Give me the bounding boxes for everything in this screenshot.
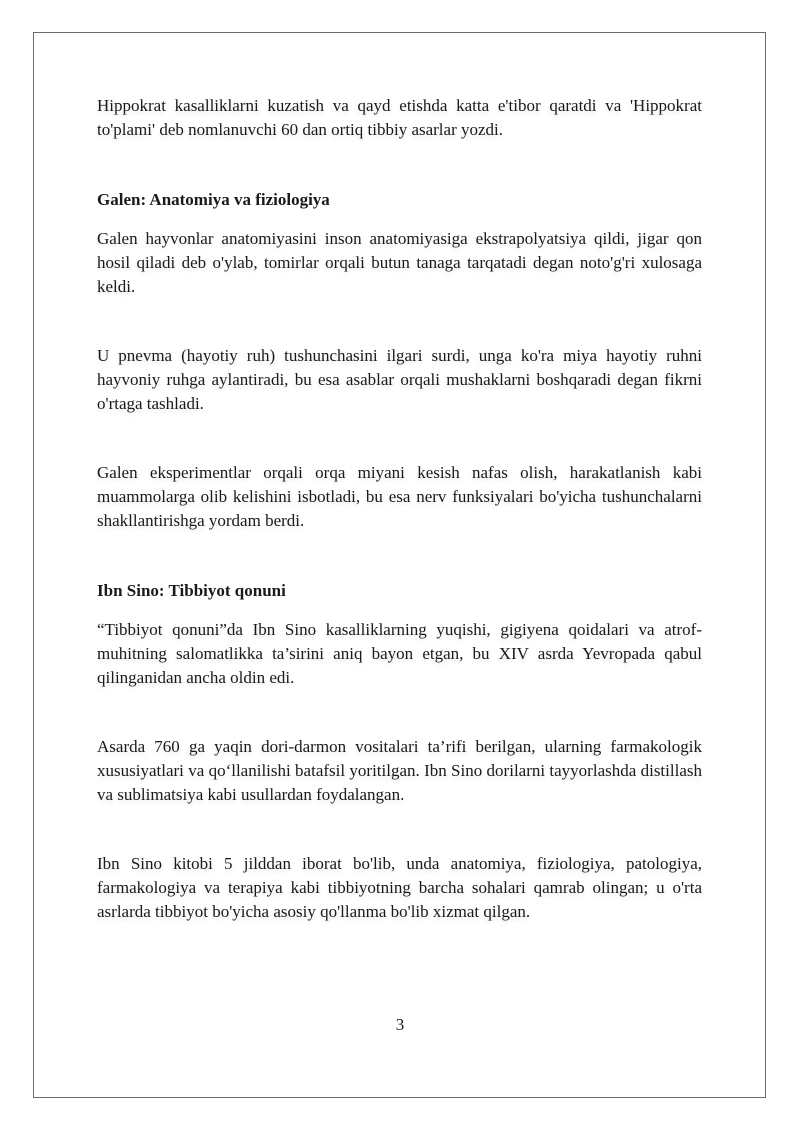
heading-galen: Galen: Anatomiya va fiziologiya <box>97 190 330 209</box>
paragraph-galen-experiments: Galen eksperimentlar orqali orqa miyani kesish nafas olish, harakatlanish kabi muammolarga olib kelishini isbotladi, bu esa nerv funksiyalari bo'yicha tushunchalarni shakllantirishga yordam berdi. <box>97 463 702 530</box>
page-number: 3 <box>395 1015 405 1034</box>
paragraph-galen-pneuma: U pnevma (hayotiy ruh) tushunchasini ilgari surdi, unga ko'ra miya hayotiy ruhni hayvoniy ruhga aylantiradi, bu esa asablar orqali mushaklarni boshqaradi degan fikrni o'rtaga tashladi. <box>97 346 702 413</box>
heading-ibn-sino: Ibn Sino: Tibbiyot qonuni <box>97 581 286 600</box>
paragraph-canon-volumes: Ibn Sino kitobi 5 jilddan iborat bo'lib, unda anatomiya, fiziologiya, patologiya, farmakologiya va terapiya kabi tibbiyotning barcha sohalari qamrab olingan; u o'rta asrlarda tibbiyot bo'yicha asosiy qo'llanma bo'lib xizmat qilgan. <box>97 854 702 921</box>
paragraph-galen-anatomy: Galen hayvonlar anatomiyasini inson anatomiyasiga ekstrapolyatsiya qildi, jigar qon hosil qiladi deb o'ylab, tomirlar orqali butun tanaga tarqatadi degan noto'g'ri xulosaga keldi. <box>97 229 702 296</box>
document-body <box>97 94 702 924</box>
paragraph-canon-hygiene: “Tibbiyot qonuni”da Ibn Sino kasalliklarning yuqishi, gigiyena qoidalari va atrof-muhitning salomatlikka ta’sirini aniq bayon etgan, bu XIV asrda Yevropada qabul qilinganidan ancha oldin edi. <box>97 620 702 687</box>
paragraph-canon-drugs: Asarda 760 ga yaqin dori-darmon vositalari ta’rifi berilgan, ularning farmakologik xususiyatlari va qo‘llanilishi batafsil yoritilgan. Ibn Sino dorilarni tayyorlashda distillash va sublimatsiya kabi usullardan foydalangan. <box>97 737 702 804</box>
paragraph-hippocrates: Hippokrat kasalliklarni kuzatish va qayd etishda katta e'tibor qaratdi va 'Hippokrat to'plami' deb nomlanuvchi 60 dan ortiq tibbiy asarlar yozdi. <box>97 96 702 139</box>
